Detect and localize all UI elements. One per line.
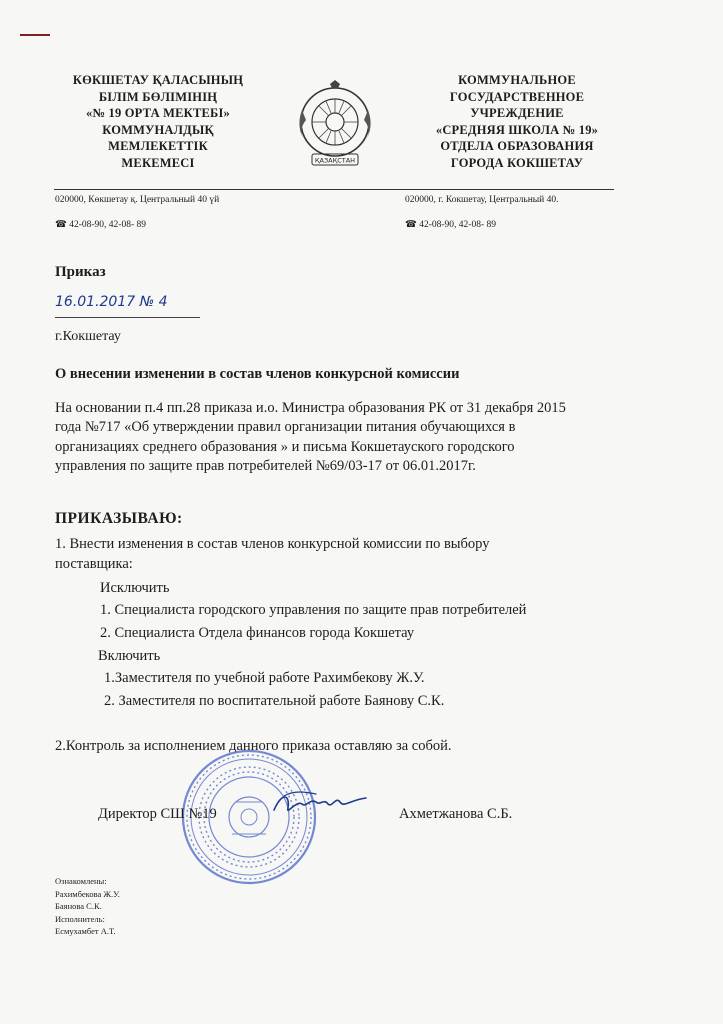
basis-line: года №717 «Об утверждении правил организации питания обучающихся в <box>55 419 516 436</box>
header-line: КОММУНАЛЬНОЕ <box>458 73 576 87</box>
phone-kazakh: ☎ 42-08-90, 42-08- 89 <box>55 220 146 230</box>
corner-mark <box>20 34 50 36</box>
phone-russian: ☎ 42-08-90, 42-08- 89 <box>405 220 496 230</box>
item2: 2.Контроль за исполнением данного приказа оставляю за собой. <box>55 738 452 754</box>
exclude-label: Исключить <box>100 580 170 596</box>
order-date-field <box>55 293 200 318</box>
header-line: ГОСУДАРСТВЕННОЕ <box>449 89 585 104</box>
order-city: г.Кокшетау <box>55 329 121 344</box>
footer-line: Ознакомлены: <box>55 876 107 886</box>
order-basis <box>55 399 655 477</box>
basis-line: На основании п.4 пп.28 приказа и.о. Министра образования РК от 31 декабря 2015 <box>55 400 566 416</box>
header-line: «№ 19 ОРТА МЕКТЕБІ» <box>86 106 230 120</box>
item1-line1: 1. Внести изменения в состав членов конкурсной комиссии по выбору <box>55 536 490 552</box>
header-line: МЕМЛЕКЕТТІК <box>108 139 208 153</box>
exclude-item: 2. Специалиста Отдела финансов города Кокшетау <box>100 625 415 641</box>
order-date-handwritten: 16.01.2017 № 4 <box>55 294 168 310</box>
header-line: КОММУНАЛДЫҚ <box>102 122 214 137</box>
footer-line: Исполнитель: <box>55 913 105 924</box>
address-russian: 020000, г. Кокшетау, Центральный 40. <box>405 195 559 205</box>
header-line: КӨКШЕТАУ ҚАЛАСЫНЫҢ <box>72 73 244 87</box>
basis-line: организациях среднего образования » и письма Кокшетауского городского <box>55 438 515 455</box>
acknowledgement-block <box>55 875 120 938</box>
order-title: Приказ <box>55 264 106 280</box>
basis-line: управления по защите прав потребителей №69/03-17 от 06.01.2017г. <box>55 458 476 475</box>
order-subject: О внесении изменении в состав членов конкурсной комиссии <box>55 366 460 382</box>
header-line: ГОРОДА КОКШЕТАУ <box>450 155 584 170</box>
header-divider <box>54 189 614 190</box>
signatory-title: Директор СШ №19 <box>98 806 217 822</box>
exclude-item: 1. Специалиста городского управления по защите прав потребителей <box>100 602 527 618</box>
signatory-name: Ахметжанова С.Б. <box>399 806 513 822</box>
header-line: УЧРЕЖДЕНИЕ <box>470 106 564 120</box>
header-line: МЕКЕМЕСІ <box>121 155 195 170</box>
include-item: 1.Заместителя по учебной работе Рахимбекову Ж.У. <box>104 670 425 686</box>
include-label: Включить <box>98 648 161 664</box>
state-emblem-icon <box>292 80 378 172</box>
header-line: ОТДЕЛА ОБРАЗОВАНИЯ <box>440 139 594 153</box>
address-kazakh: 020000, Көкшетау қ. Центральный 40 үй <box>55 195 220 205</box>
signature-icon <box>270 786 370 820</box>
header-line: БІЛІМ БӨЛІМІНІҢ <box>98 89 218 104</box>
footer-line: Рахимбекова Ж.У. <box>55 888 120 899</box>
item1-line2: поставщика: <box>55 556 133 572</box>
emblem-ribbon-text: ҚАЗАҚСТАН <box>314 156 356 165</box>
footer-line: Есмухамбет А.Т. <box>55 926 116 936</box>
header-kazakh <box>58 72 258 171</box>
header-line: «СРЕДНЯЯ ШКОЛА № 19» <box>435 122 599 137</box>
footer-line: Баянова С.К. <box>55 901 102 911</box>
include-item: 2. Заместителя по воспитательной работе Баянову С.К. <box>104 693 445 709</box>
header-russian <box>418 72 616 171</box>
decree-heading: ПРИКАЗЫВАЮ: <box>55 510 183 527</box>
